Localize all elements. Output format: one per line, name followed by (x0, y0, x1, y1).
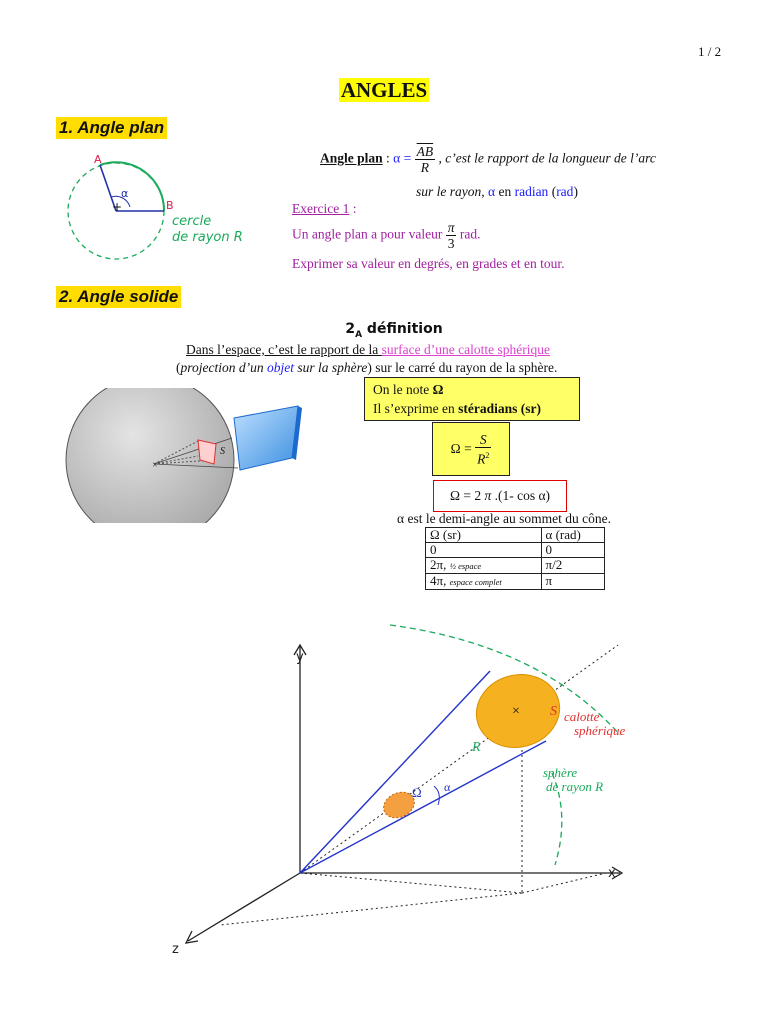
z-axis-label: z (172, 942, 179, 957)
table-header: α (rad) (541, 528, 604, 543)
formula-omega-s-r2: Ω = $\frac{S}{R^2}$ (432, 422, 510, 476)
solid-angle-def-line-1: Dans l’espace, c’est le rapport de la surface d’une calotte sphérique (186, 342, 550, 357)
angle-plan-definition: Angle plan : α = $\frac{\overline{AB}}{R}$ , c’est le rapport de la longueur de l’arc (320, 144, 656, 175)
calotte-label-2: sphérique (574, 723, 626, 738)
svg-text:×: × (512, 704, 520, 719)
subheading-definition: $2_A$ définition (345, 321, 443, 340)
page-title: ANGLES (340, 78, 428, 102)
solid-angle-def-line-2: (projection d’un objet sur la sphère) sur le carré du rayon de la sphère. (176, 360, 558, 375)
table-row: 2π, ½ espace π/2 (426, 558, 605, 574)
omega-label: Ω (412, 785, 422, 800)
calotte-label-1: calotte (564, 709, 600, 724)
circle-label-1: cercle (172, 214, 212, 229)
table-row: 0 0 (426, 543, 605, 558)
y-axis-label: y (296, 650, 304, 665)
sphere-projection-figure (62, 388, 312, 523)
r-label: R (472, 740, 481, 755)
plane-angle-figure (60, 145, 270, 280)
section-1-heading: 1. Angle plan (56, 117, 167, 139)
table-header-row (426, 528, 605, 543)
x-axis-label: x (608, 866, 616, 881)
s-label: S (550, 704, 557, 719)
exercise-title: Exercice 1 : (292, 201, 357, 216)
svg-text:+: + (112, 200, 123, 214)
exercise-line-1: Un angle plan a pour valeur $\frac{\pi}{3}$ rad. (292, 220, 481, 251)
sphere-label-2: de rayon R (546, 779, 604, 794)
table-row: 4π, espace complet π (426, 574, 605, 590)
alpha-label: α (121, 187, 129, 200)
angle-plan-unit: sur le rayon, α en radian (rad) (416, 184, 578, 199)
exercise-line-2: Exprimer sa valeur en degrés, en grades et en tour. (292, 256, 565, 271)
note-box: On le note Ω Il s’exprime en stéradians (sr) (364, 377, 580, 421)
svg-text:×: × (152, 460, 158, 471)
circle-label-2: de rayon R (172, 230, 243, 245)
arc-fraction: $\frac{\overline{AB}}{R}$ (416, 144, 434, 175)
point-a-label: A (94, 153, 102, 166)
half-angle-note: α est le demi-angle au sommet du cône. (397, 511, 612, 526)
sphere-s-label: S (220, 446, 225, 457)
formula-omega-cos: Ω = 2 π .(1- cos α) (433, 480, 567, 512)
table-header: Ω (sr) (426, 528, 542, 543)
point-b-label: B (166, 199, 174, 212)
solid-angle-cone-figure (160, 615, 680, 960)
section-2-heading: 2. Angle solide (56, 286, 181, 308)
pi-third-fraction: $\frac{\pi}{3}$ (447, 220, 455, 251)
page-number: 1 / 2 (698, 44, 722, 59)
sphere-label-1: sphère (543, 765, 578, 780)
alpha-cone-label: α (444, 780, 451, 794)
omega-alpha-table (425, 527, 605, 590)
